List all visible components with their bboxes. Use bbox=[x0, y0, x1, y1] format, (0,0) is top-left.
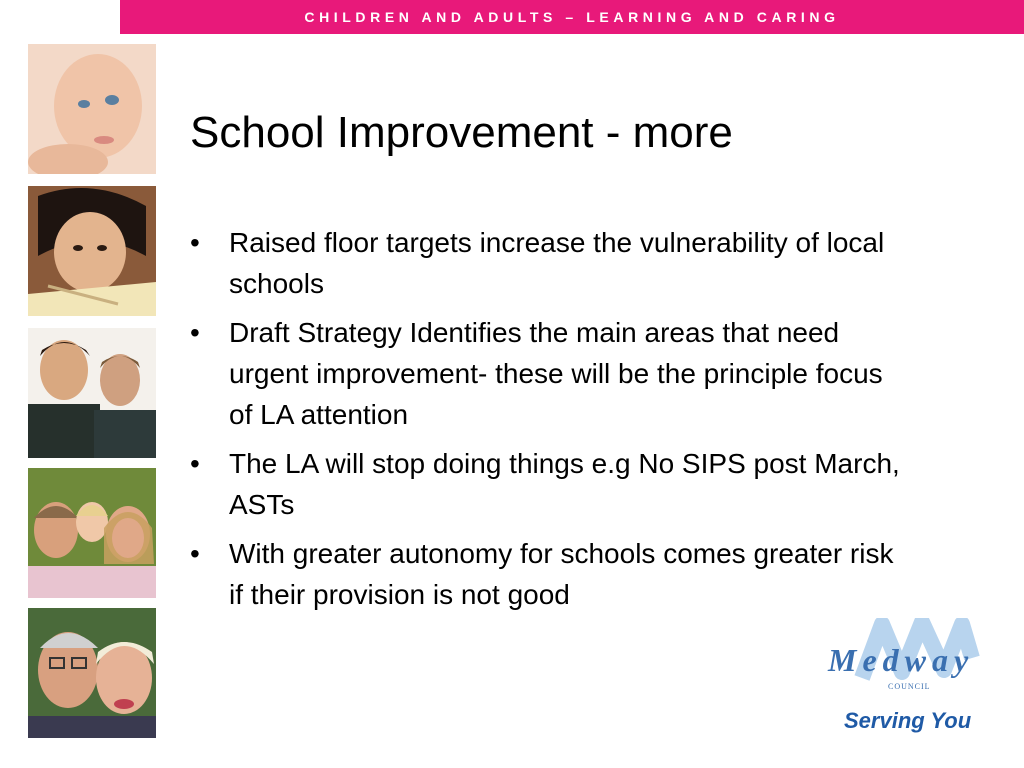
bullet-icon: • bbox=[190, 538, 200, 569]
bullet-icon: • bbox=[190, 227, 200, 258]
bullet-text: With greater autonomy for schools comes greater risk if their provision is not good bbox=[229, 538, 894, 610]
banner-text: CHILDREN AND ADULTS – LEARNING AND CARING bbox=[304, 9, 840, 25]
bullet-icon: • bbox=[190, 317, 200, 348]
slide-title: School Improvement - more bbox=[190, 108, 733, 157]
bullet-item bbox=[190, 443, 910, 525]
bullet-text: Raised floor targets increase the vulnerability of local schools bbox=[229, 227, 885, 299]
bullet-icon: • bbox=[190, 448, 200, 479]
bullet-item bbox=[190, 222, 910, 304]
child-reading-photo bbox=[28, 186, 156, 316]
bullet-list bbox=[190, 222, 910, 623]
logo-council: COUNCIL bbox=[888, 682, 931, 691]
elderly-couple-photo bbox=[28, 608, 156, 738]
bullet-item bbox=[190, 312, 910, 435]
bullet-text: The LA will stop doing things e.g No SIPS post March, ASTs bbox=[229, 448, 900, 520]
family-photo bbox=[28, 468, 156, 598]
logo-wordmark: Medway bbox=[828, 642, 975, 678]
teenagers-photo bbox=[28, 328, 156, 458]
baby-photo bbox=[28, 44, 156, 174]
bullet-text: Draft Strategy Identifies the main areas that need urgent improvement- these will be the principle focus of LA attention bbox=[229, 317, 883, 430]
bullet-item bbox=[190, 533, 910, 615]
header-banner bbox=[120, 0, 1024, 34]
logo-tagline: Serving You bbox=[844, 708, 972, 733]
photo-strip bbox=[28, 44, 156, 738]
medway-council-logo bbox=[822, 618, 998, 740]
